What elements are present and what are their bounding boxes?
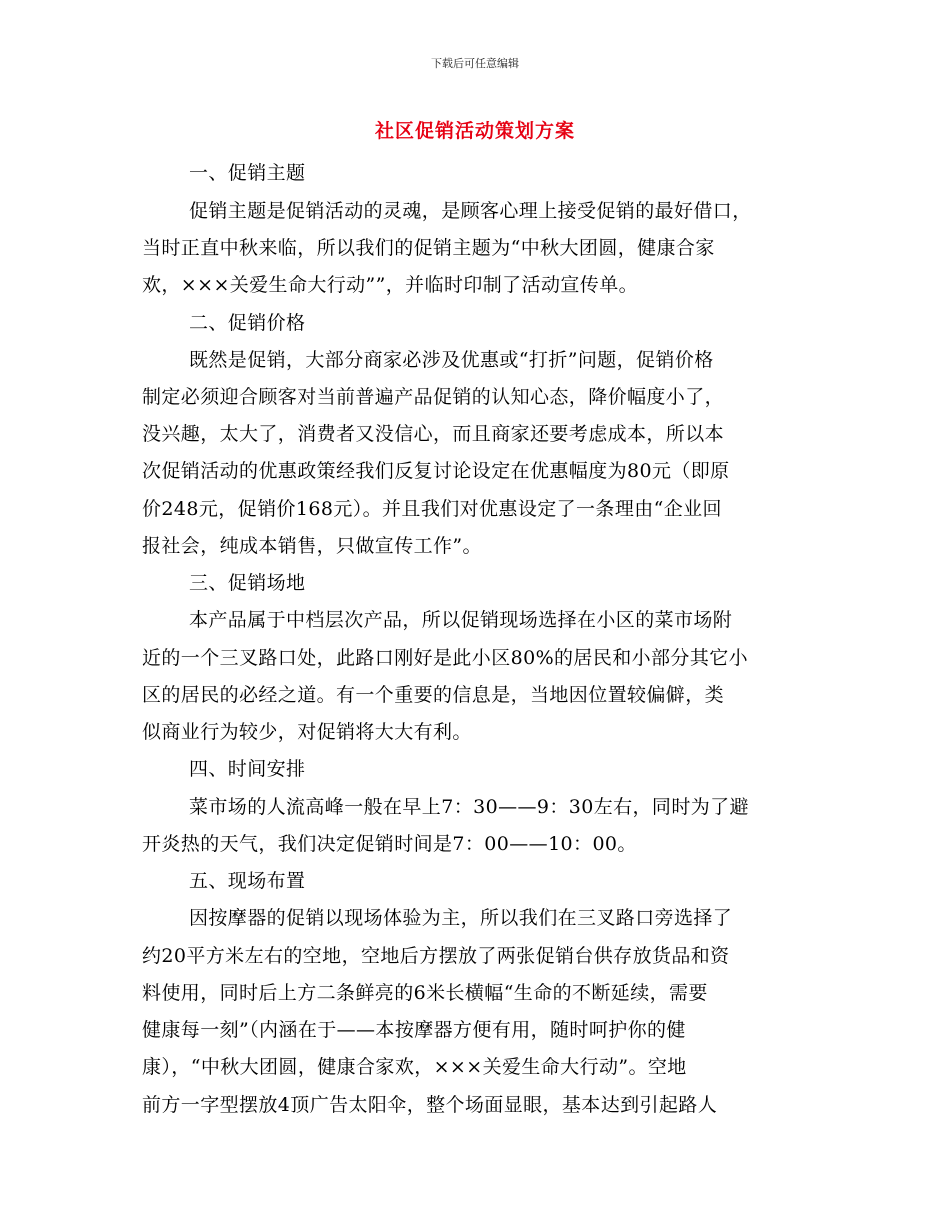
document-title: 社区促销活动策划方案 bbox=[374, 120, 575, 142]
paragraph-line: 本产品属于中档层次产品，所以促销现场选择在小区的菜市场附 bbox=[189, 609, 733, 631]
paragraph-line: 当时正直中秋来临，所以我们的促销主题为“中秋大团圆，健康合家 bbox=[142, 237, 715, 259]
paragraph-line: 因按摩器的促销以现场体验为主，所以我们在三叉路口旁选择了 bbox=[189, 907, 733, 929]
paragraph-line: 似商业行为较少，对促销将大大有利。 bbox=[142, 721, 472, 743]
paragraph-line: 约20平方米左右的空地，空地后方摆放了两张促销台供存放货品和资 bbox=[142, 945, 730, 967]
paragraph-line: 康），“中秋大团圆，健康合家欢，×××关爱生命大行动”。空地 bbox=[142, 1056, 687, 1078]
paragraph-line: 菜市场的人流高峰一般在早上7：30——9：30左右，同时为了避 bbox=[189, 796, 749, 818]
paragraph-line: 近的一个三叉路口处，此路口刚好是此小区80%的居民和小部分其它小 bbox=[142, 647, 749, 669]
section-heading-3: 三、促销场地 bbox=[189, 572, 306, 594]
paragraph-line: 次促销活动的优惠政策经我们反复讨论设定在优惠幅度为80元（即原 bbox=[142, 460, 730, 482]
paragraph-line: 价248元，促销价168元）。并且我们对优惠设定了一条理由“企业回 bbox=[142, 498, 722, 520]
paragraph-line: 区的居民的必经之道。有一个重要的信息是，当地因位置较偏僻，类 bbox=[142, 684, 725, 706]
paragraph-line: 制定必须迎合顾客对当前普遍产品促销的认知心态，降价幅度小了， bbox=[142, 386, 725, 408]
paragraph-line: 开炎热的天气，我们决定促销时间是7：00——10：00。 bbox=[142, 833, 637, 855]
paragraph-line: 没兴趣，太大了，消费者又没信心，而且商家还要考虑成本，所以本 bbox=[142, 423, 725, 445]
paragraph-line: 既然是促销，大部分商家必涉及优惠或“打折”问题，促销价格 bbox=[189, 349, 714, 371]
paragraph-line: 报社会，纯成本销售，只做宣传工作”。 bbox=[142, 535, 482, 557]
paragraph-line: 促销主题是促销活动的灵魂，是顾客心理上接受促销的最好借口， bbox=[189, 200, 752, 222]
section-heading-1: 一、促销主题 bbox=[189, 162, 306, 184]
paragraph-line: 健康每一刻”（内涵在于——本按摩器方便有用，随时呵护你的健 bbox=[142, 1019, 686, 1041]
header-note: 下载后可任意编辑 bbox=[431, 57, 519, 70]
paragraph-line: 前方一字型摆放4顶广告太阳伞，整个场面显眼，基本达到引起路人 bbox=[142, 1094, 718, 1116]
section-heading-5: 五、现场布置 bbox=[189, 870, 306, 892]
paragraph-line: 料使用，同时后上方二条鲜亮的6米长横幅“生命的不断延续，需要 bbox=[142, 982, 708, 1004]
section-heading-2: 二、促销价格 bbox=[189, 312, 306, 334]
paragraph-line: 欢，×××关爱生命大行动””，并临时印制了活动宣传单。 bbox=[142, 274, 638, 296]
section-heading-4: 四、时间安排 bbox=[189, 758, 306, 780]
